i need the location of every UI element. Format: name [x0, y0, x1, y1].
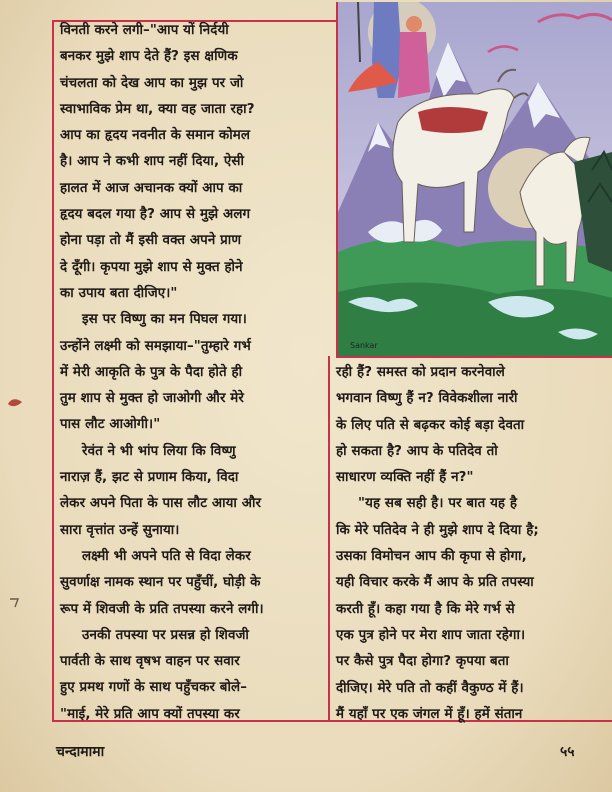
- story-illustration: [336, 2, 612, 358]
- text-line: है। आप ने कभी शाप नहीं दिया, ऐसी: [60, 154, 245, 170]
- illustration-signature: Sankar: [350, 341, 378, 350]
- text-line: हो सकता है? आप के पतिदेव तो: [336, 443, 498, 459]
- text-line: "यह सब सही है। पर बात यह है: [358, 496, 518, 512]
- text-line: सारा वृत्तांत उन्हें सुनाया।: [60, 522, 180, 538]
- text-line: कि मेरे पतिदेव ने ही मुझे शाप दे दिया है;: [336, 522, 539, 538]
- text-line: तुम शाप से मुक्त हो जाओगी और मेरे: [60, 391, 244, 407]
- text-line: हालत में आज अचानक क्यों आप का: [60, 180, 243, 196]
- text-line: बनकर मुझे शाप देते हैं? इस क्षणिक: [60, 49, 238, 65]
- frame-line-left: [52, 22, 54, 720]
- text-line: रूप में शिवजी के प्रति तपस्या करने लगी।: [60, 601, 264, 617]
- text-line: दे दूँगी। कृपया मुझे शाप से मुक्त होने: [60, 259, 243, 275]
- text-line: चंचलता को देख आप का मुझ पर जो: [60, 75, 244, 91]
- left-column-text: [60, 18, 264, 728]
- text-line: लेकर अपने पिता के पास लौट आया और: [60, 496, 262, 512]
- text-line: आप का हृदय नवनीत के समान कोमल: [60, 128, 251, 144]
- text-line: "माई, मेरे प्रति आप क्यों तपस्या कर: [60, 706, 240, 722]
- text-line: हुए प्रमथ गणों के साथ पहुँचकर बोले–: [60, 680, 247, 696]
- frame-line-center: [328, 356, 330, 720]
- text-line: इस पर विष्णु का मन पिघल गया।: [82, 312, 247, 328]
- text-line: होना पड़ा तो मैं इसी वक्त अपने प्राण: [60, 233, 242, 249]
- text-line: यही विचार करके मैं आप के प्रति तपस्या: [336, 575, 534, 591]
- margin-ornament-icon: [6, 396, 24, 410]
- page-number: ५५: [560, 744, 575, 760]
- text-line: उनकी तपस्या पर प्रसन्न हो शिवजी: [82, 627, 250, 643]
- text-line: पास लौट आओगी।": [60, 417, 161, 433]
- text-line: हृदय बदल गया है? आप से मुझे अलग: [60, 207, 251, 223]
- text-line: पर कैसे पुत्र पैदा होगा? कृपया बता: [336, 654, 509, 670]
- text-line: उन्होंने लक्ष्मी को समझाया–"तुम्हारे गर्भ: [60, 338, 251, 354]
- text-line: का उपाय बता दीजिए।": [60, 285, 178, 301]
- right-column-text: [336, 360, 539, 728]
- text-line: नाराज़ हैं, झट से प्रणाम किया, विदा: [60, 470, 239, 486]
- text-line: विनती करने लगी–"आप यों निर्दयी: [60, 23, 229, 38]
- text-line: के लिए पति से बढ़कर कोई बड़ा देवता: [336, 417, 525, 433]
- text-line: एक पुत्र होने पर मेरा शाप जाता रहेगा।: [336, 627, 526, 643]
- text-line: में मेरी आकृति के पुत्र के पैदा होते ही: [60, 364, 243, 380]
- shiva-parvati-nandi-illustration: [338, 2, 612, 356]
- magazine-title: चन्दामामा: [56, 744, 105, 760]
- text-line: पार्वती के साथ वृषभ वाहन पर सवार: [60, 654, 240, 670]
- text-line: भगवान विष्णु हैं न? विवेकशीला नारी: [336, 391, 518, 407]
- text-line: स्वाभाविक प्रेम था, क्या वह जाता रहा?: [60, 101, 255, 117]
- text-line: दीजिए। मेरे पति तो कहीं वैकुण्ठ में हैं।: [336, 680, 524, 696]
- text-line: सुवर्णाक्ष नामक स्थान पर पहुँचीं, घोड़ी के: [60, 575, 261, 591]
- text-line: रही हैं? समस्त को प्रदान करनेवाले: [336, 365, 505, 380]
- text-line: उसका विमोचन आप की कृपा से होगा,: [336, 549, 527, 565]
- text-line: करती हूँ। कहा गया है कि मेरे गर्भ से: [336, 601, 515, 617]
- text-line: लक्ष्मी भी अपने पति से विदा लेकर: [82, 548, 251, 564]
- text-line: साधारण व्यक्ति नहीं हैं न?": [336, 470, 474, 486]
- text-line: रेवंत ने भी भांप लिया कि विष्णु: [82, 443, 236, 459]
- margin-mark-icon: [6, 596, 24, 610]
- text-line: मैं यहाँ पर एक जंगल में हूँ। हमें संतान: [336, 706, 523, 722]
